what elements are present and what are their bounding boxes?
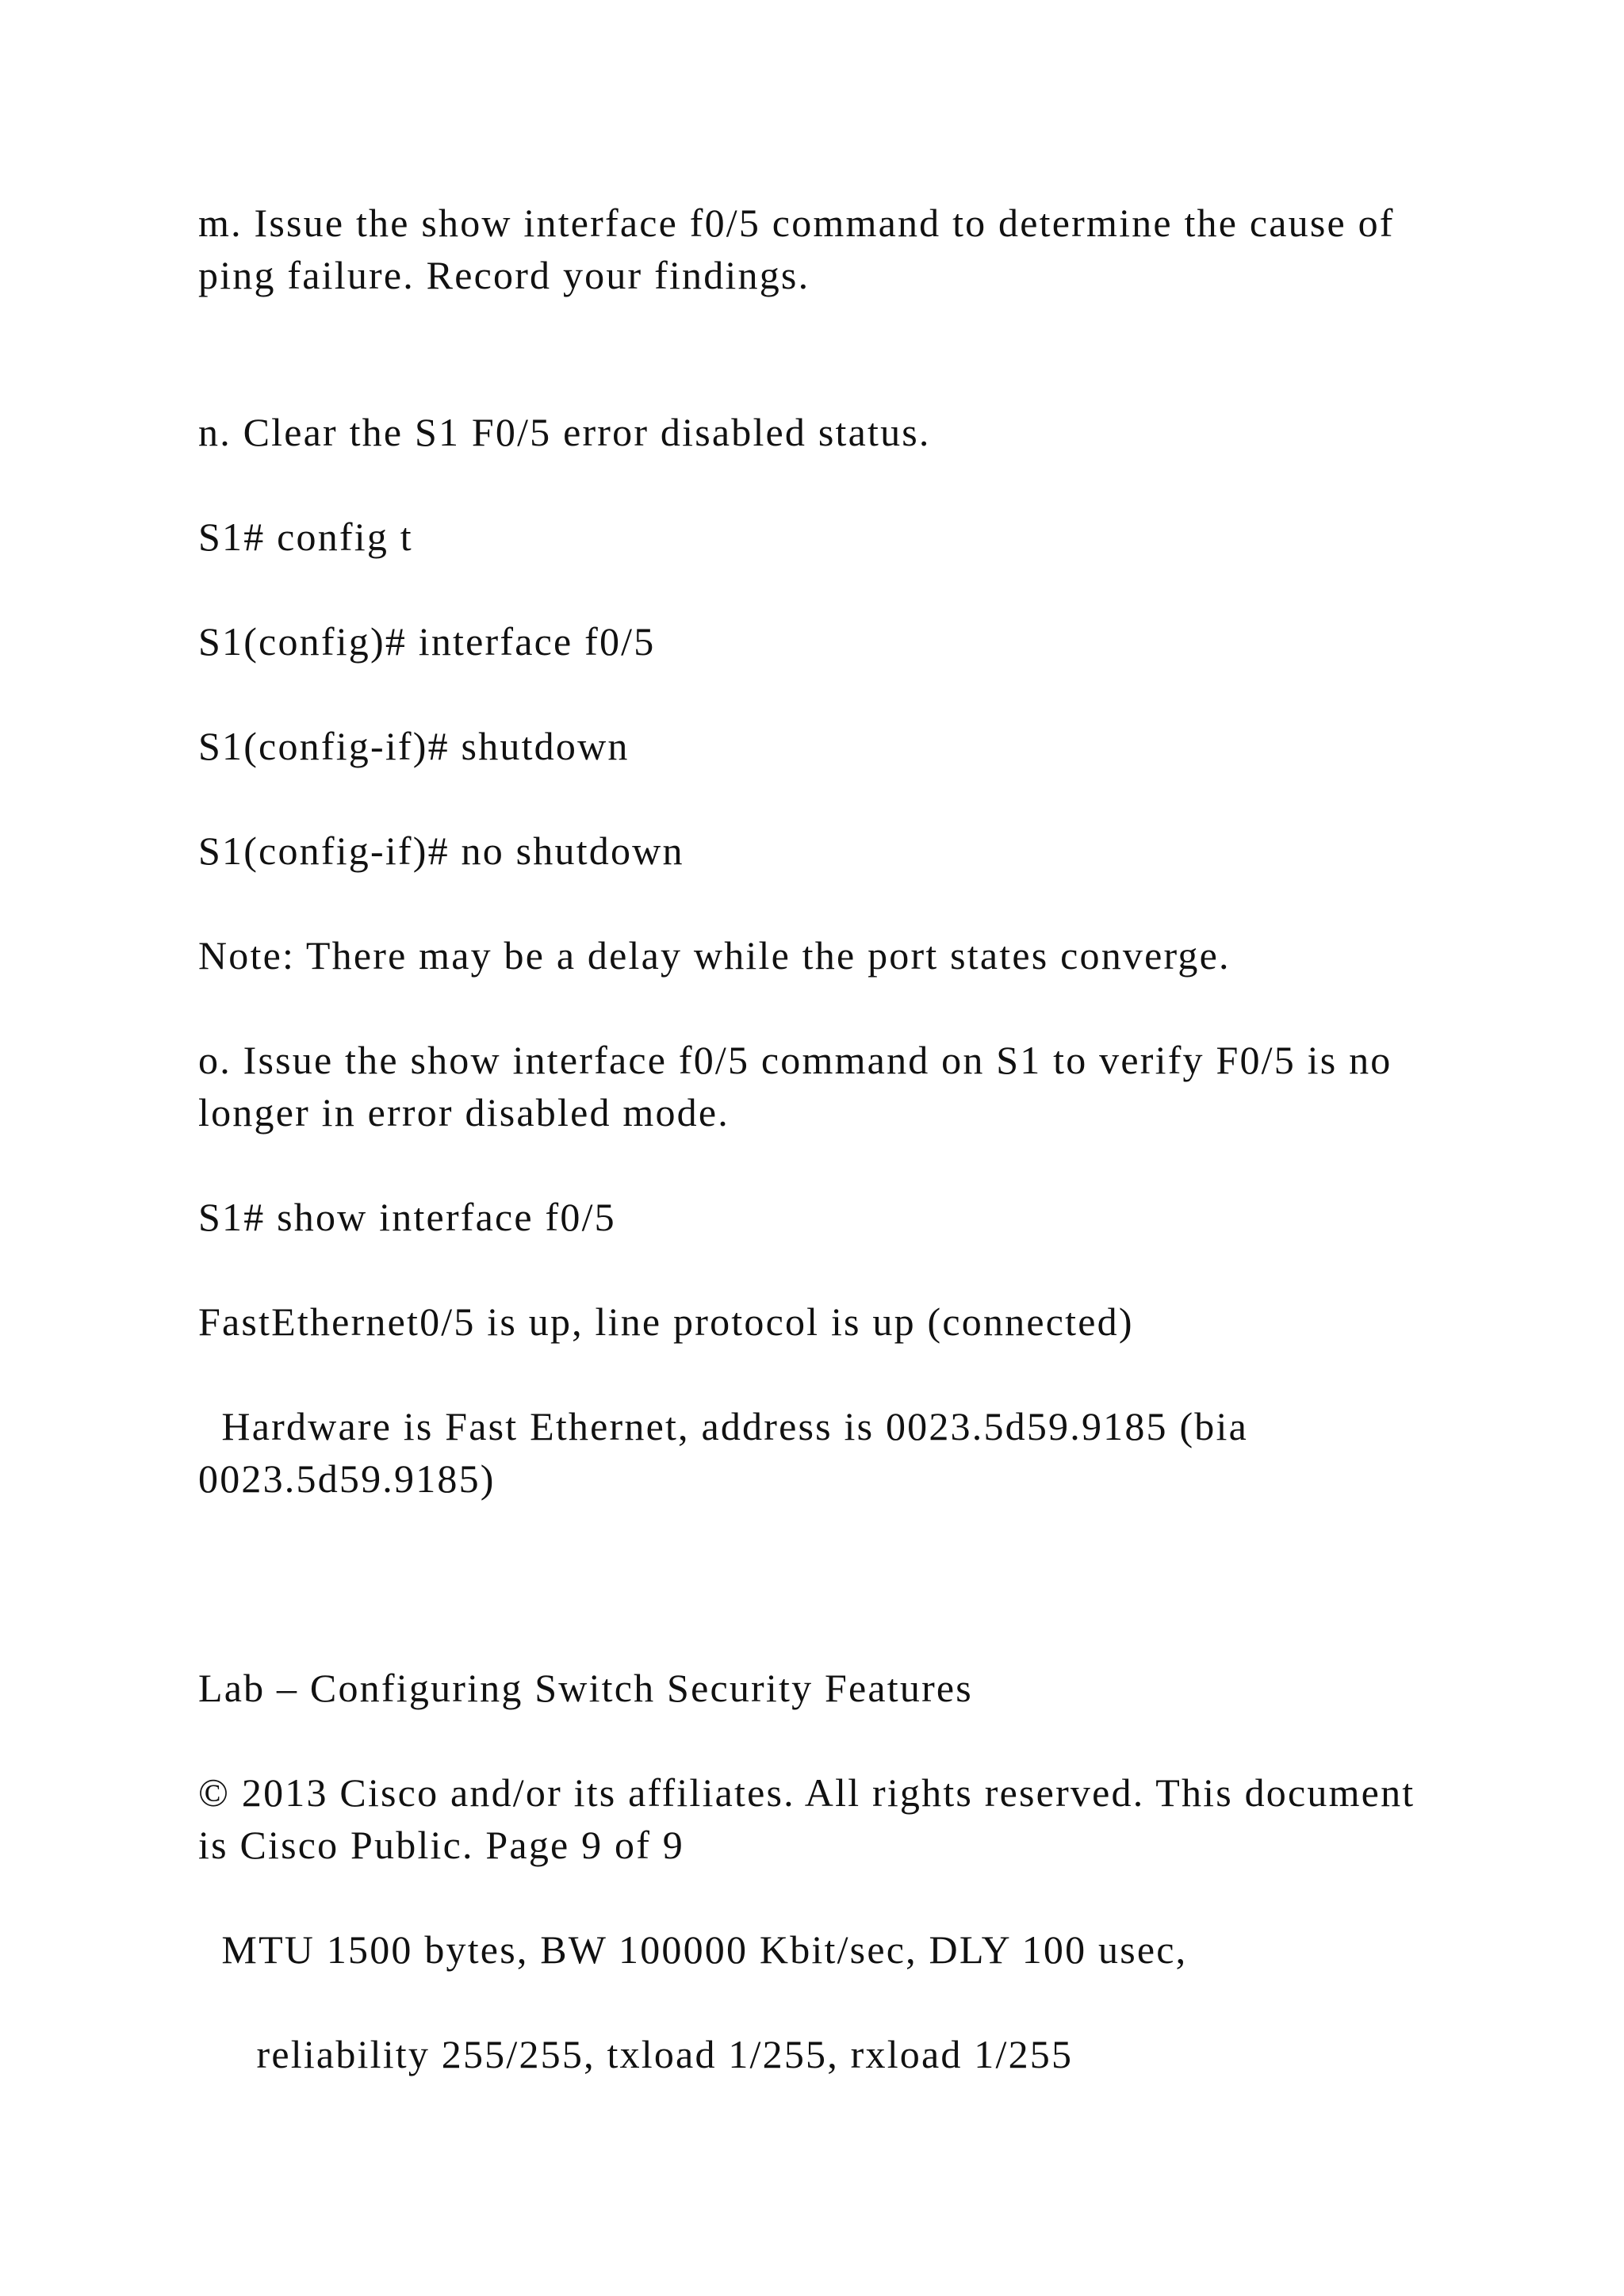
- command-no-shutdown: S1(config-if)# no shutdown: [198, 828, 684, 873]
- footer-lab-title: Lab – Configuring Switch Security Features: [198, 1666, 973, 1710]
- command-shutdown: S1(config-if)# shutdown: [198, 724, 630, 768]
- footer-copyright: © 2013 Cisco and/or its affiliates. All rights reserved. This document is Cisco Public. Page 9 of 9: [198, 1770, 1427, 1867]
- note-text: Note: There may be a delay while the port states converge.: [198, 933, 1231, 978]
- command-show-interface: S1# show interface f0/5: [198, 1195, 616, 1239]
- command-config-t: S1# config t: [198, 515, 413, 559]
- step-o-instruction: o. Issue the show interface f0/5 command on S1 to verify F0/5 is no longer in error disabled mode.: [198, 1038, 1404, 1135]
- output-interface-status: FastEthernet0/5 is up, line protocol is up (connected): [198, 1299, 1134, 1344]
- output-hardware: Hardware is Fast Ethernet, address is 0023.5d59.9185 (bia 0023.5d59.9185): [198, 1404, 1260, 1501]
- output-reliability: reliability 255/255, txload 1/255, rxload 1/255: [198, 2032, 1074, 2076]
- step-m-instruction: m. Issue the show interface f0/5 command to determine the cause of ping failure. Record your findings.: [198, 201, 1407, 297]
- step-n-instruction: n. Clear the S1 F0/5 error disabled status.: [198, 410, 931, 454]
- output-mtu: MTU 1500 bytes, BW 100000 Kbit/sec, DLY 100 usec,: [198, 1927, 1188, 1972]
- command-interface: S1(config)# interface f0/5: [198, 619, 656, 664]
